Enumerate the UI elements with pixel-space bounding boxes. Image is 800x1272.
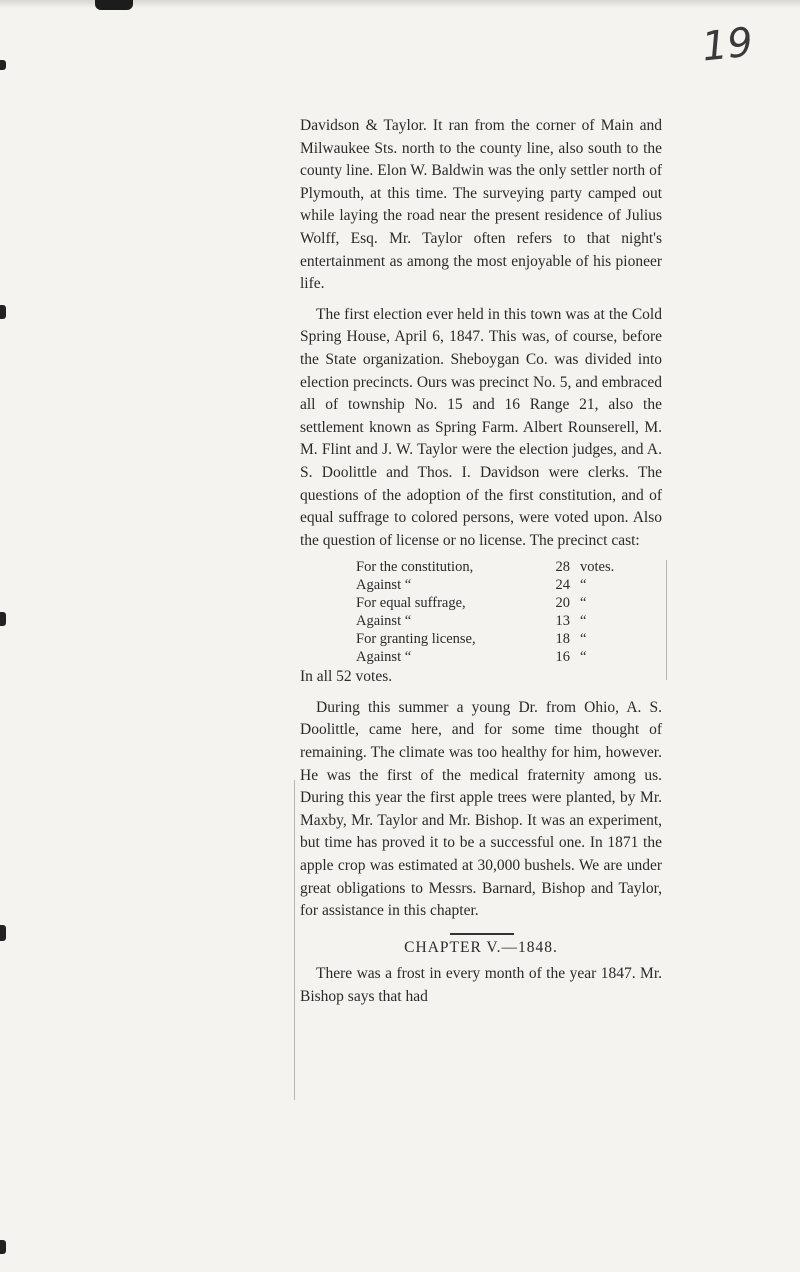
vote-count: 18 — [555, 631, 570, 648]
vote-count: 20 — [555, 595, 570, 612]
vote-count: 16 — [555, 649, 570, 666]
paragraph: The first election ever held in this town was at the Cold Spring House, April 6, 1847. This was, of course, before the State organization. Sheboygan Co. was divided into election precincts. Ours was precinct No. 5, and embraced all of township No. 15 and 16 Range 21, also the settlement known as Spring Farm. Albert Rounserell, M. M. Flint and J. W. Taylor were the election judges, and A. S. Doolittle and Thos. I. Davidson were clerks. The questions of the adoption of the first constitution, and of equal suffrage to colored persons, were voted upon. Also the question of license or no license. The precinct cast: — [300, 305, 662, 549]
vote-unit: “ — [580, 595, 587, 612]
vote-label: For granting license, — [356, 631, 476, 648]
vote-row — [356, 612, 662, 630]
binding-mark — [0, 60, 6, 70]
binding-mark — [0, 1240, 6, 1254]
paragraph: During this summer a young Dr. from Ohio, A. S. Doolittle, came here, and for some time thought of remaining. The climate was too healthy for him, however. He was the first of the medical fraternity among us. During this year the first apple trees were planted, by Mr. Maxby, Mr. Taylor and Mr. Bishop. It was an experiment, but time has proved it to be a successful one. In 1871 the apple crop was estimated at 30,000 bushels. We are under great obligations to Messrs. Barnard, Bishop and Taylor, for assistance in this chapter. — [300, 698, 662, 920]
vote-label: For the constitution, — [356, 559, 474, 576]
paragraph: There was a frost in every month of the year 1847. Mr. Bishop says that had — [300, 965, 662, 1005]
binding-mark — [0, 305, 6, 319]
vote-unit: “ — [580, 631, 587, 648]
vote-count: 13 — [555, 613, 570, 630]
clipping-edge — [294, 780, 295, 1100]
vote-unit: votes. — [580, 559, 615, 576]
vote-count: 24 — [555, 577, 570, 594]
binding-mark — [0, 612, 6, 626]
chapter-heading: CHAPTER V.—1848. — [404, 938, 558, 956]
vote-label: For equal suffrage, — [356, 595, 466, 612]
vote-unit: “ — [580, 613, 587, 630]
handwritten-page-number: 19 — [699, 19, 756, 71]
clipping-edge — [666, 560, 667, 680]
vote-row — [356, 576, 662, 594]
vote-unit: “ — [580, 649, 587, 666]
binding-mark — [0, 925, 6, 941]
vote-row — [356, 648, 662, 666]
vote-row — [356, 594, 662, 612]
article-column — [300, 115, 662, 1009]
divider-rule — [450, 933, 514, 935]
vote-label: Against “ — [356, 613, 412, 630]
vote-count: 28 — [555, 559, 570, 576]
vote-unit: “ — [580, 577, 587, 594]
binding-mark — [95, 0, 133, 10]
paragraph: Davidson & Taylor. It ran from the corner of Main and Milwaukee Sts. north to the county line, also south to the county line. Elon W. Baldwin was the only settler north of Plymouth, at this time. The surveying party camped out while laying the road near the present residence of Julius Wolff, Esq. Mr. Taylor often refers to that night's entertainment as among the most enjoyable of his pioneer life. — [300, 117, 662, 293]
votes-total: In all 52 votes. — [300, 668, 393, 686]
vote-table — [356, 558, 662, 666]
vote-label: Against “ — [356, 577, 412, 594]
vote-row — [356, 630, 662, 648]
vote-row — [356, 558, 662, 576]
vote-label: Against “ — [356, 649, 412, 666]
